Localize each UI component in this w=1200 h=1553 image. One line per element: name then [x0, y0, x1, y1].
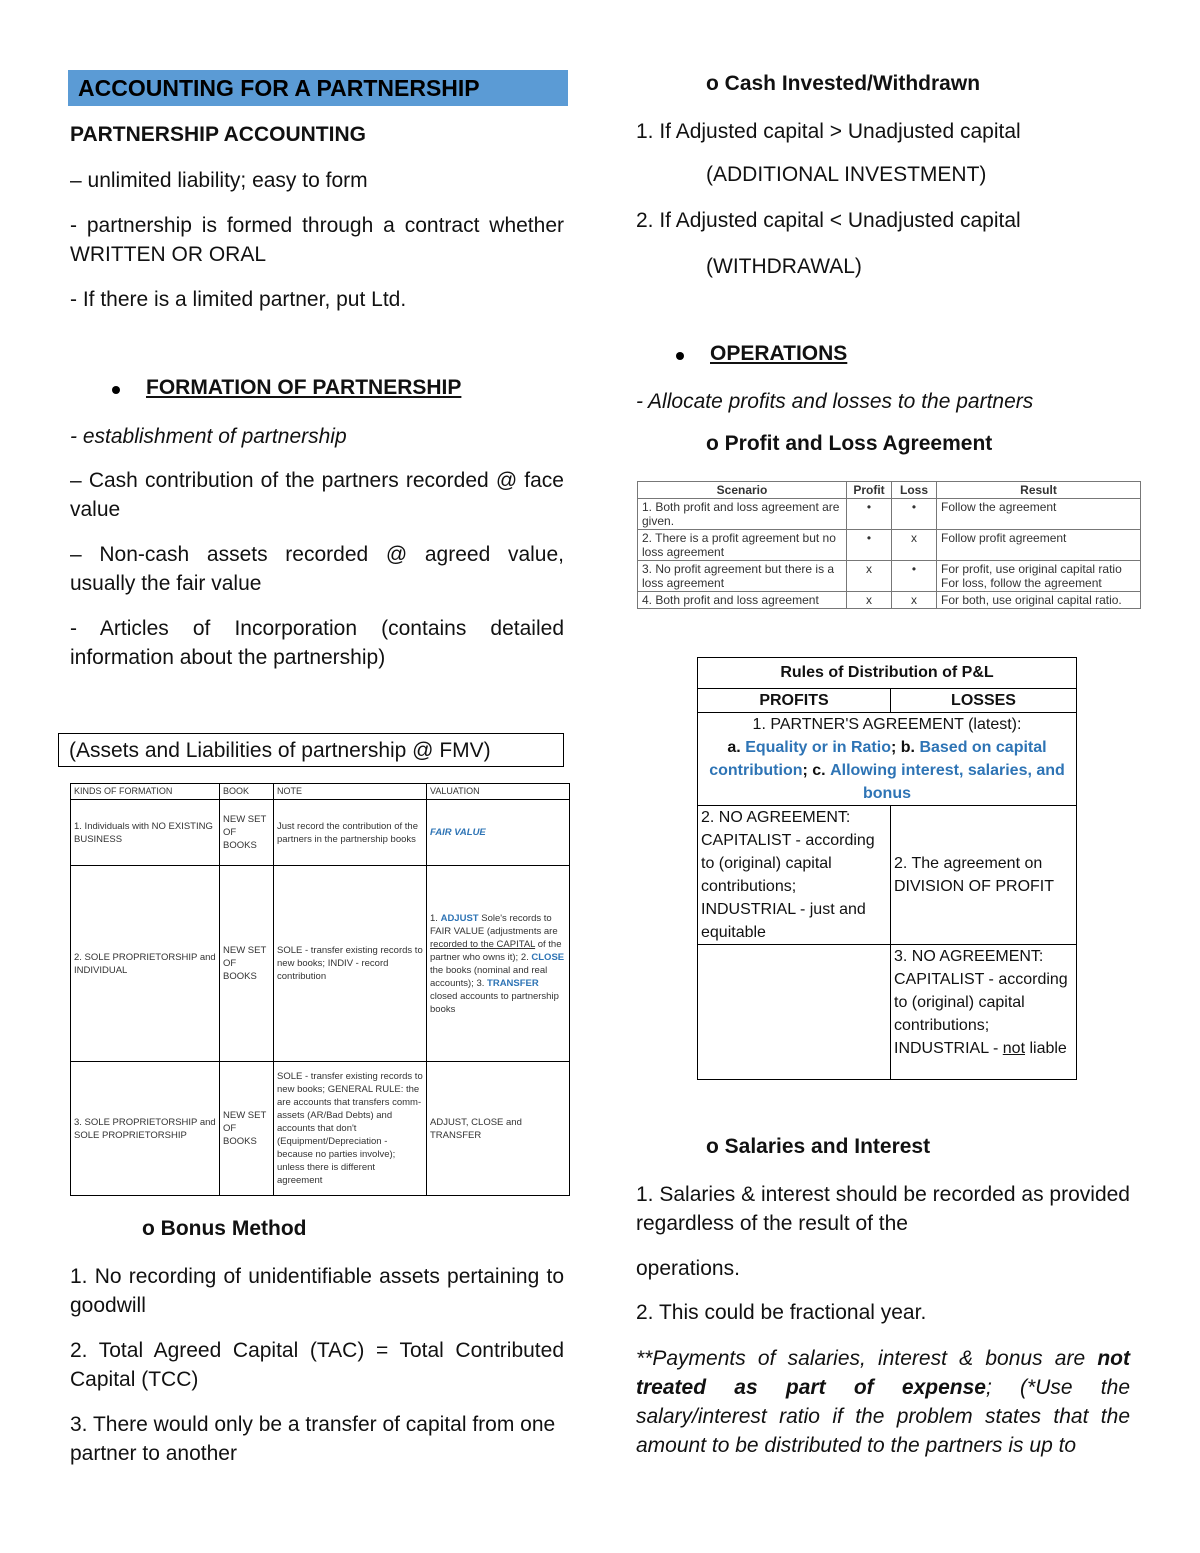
table-cell: For both, use original capital ratio. — [937, 592, 1141, 609]
table-cell: x — [892, 530, 937, 561]
bonus-heading: o Bonus Method — [142, 1217, 307, 1240]
bullet-icon — [676, 352, 684, 360]
cash-line: (WITHDRAWAL) — [706, 255, 862, 278]
salaries-line: operations. — [636, 1257, 740, 1280]
intro-line: - If there is a limited partner, put Ltd. — [70, 288, 407, 311]
section-subtitle: PARTNERSHIP ACCOUNTING — [70, 123, 366, 146]
table-row — [71, 1062, 570, 1196]
table-cell: NEW SET OF BOOKS — [220, 800, 274, 866]
table-header: VALUATION — [427, 784, 570, 800]
kinds-of-formation-table — [70, 783, 570, 1196]
profit-loss-agreement-table — [637, 481, 1141, 609]
table-row — [698, 806, 1077, 945]
table-header: KINDS OF FORMATION — [71, 784, 220, 800]
table-header: Loss — [892, 482, 937, 499]
table-cell: 4. Both profit and loss agreement — [638, 592, 847, 609]
table-cell: SOLE - transfer existing records to new books; INDIV - record contribution — [274, 866, 427, 1062]
rules-of-distribution-table — [697, 657, 1077, 1080]
transfer-keyword: TRANSFER — [487, 977, 539, 989]
table-cell: • — [892, 499, 937, 530]
table-cell: • — [847, 499, 892, 530]
formation-heading: FORMATION OF PARTNERSHIP — [112, 376, 461, 400]
table-row — [638, 561, 1141, 592]
table-cell: SOLE - transfer existing records to new books; GENERAL RULE: the are accounts that transfers comm-assets (AR/Bad Debts) and accounts that don't (Equipment/Depreciation - because no parties involve); unless there is different agreement — [274, 1062, 427, 1196]
page-title: ACCOUNTING FOR A PARTNERSHIP — [68, 70, 568, 106]
bonus-line: 3. There would only be a transfer of capital from one partner to another — [70, 1413, 556, 1465]
operations-line: - Allocate profits and losses to the partners — [636, 390, 1034, 413]
table-cell: 1. Both profit and loss agreement are given. — [638, 499, 847, 530]
formation-line: – Non-cash assets recorded @ agreed value, usually the fair value — [70, 543, 564, 595]
table-row — [71, 866, 570, 1062]
table-cell: 3. SOLE PROPRIETORSHIP and SOLE PROPRIETORSHIP — [71, 1062, 220, 1196]
table-cell: ADJUST, CLOSE and TRANSFER — [427, 1062, 570, 1196]
salaries-line: 2. This could be fractional year. — [636, 1301, 927, 1324]
operations-heading: OPERATIONS — [676, 342, 847, 366]
table-cell: 2. SOLE PROPRIETORSHIP and INDIVIDUAL — [71, 866, 220, 1062]
table-cell: 1. ADJUST Sole's records to FAIR VALUE (adjustments are recorded to the CAPITAL of the partner who owns it); 2. CLOSE the books (nominal and real accounts); 3. TRANSFER closed accounts to partnership books — [427, 866, 570, 1062]
table-cell: • — [892, 561, 937, 592]
table-row — [698, 945, 1077, 1080]
table-cell: • — [847, 530, 892, 561]
table-cell — [427, 800, 570, 866]
formation-line: – Cash contribution of the partners recorded @ face value — [70, 469, 564, 521]
salaries-note: **Payments of salaries, interest & bonus are not treated as part of expense; (*Use the salary/interest ratio if the problem states that the amount to be distributed to the partners is up to — [636, 1347, 1130, 1457]
table-cell: 1. Individuals with NO EXISTING BUSINESS — [71, 800, 220, 866]
fmv-note-box: (Assets and Liabilities of partnership @ FMV) — [58, 733, 564, 767]
bullet-icon — [112, 386, 120, 394]
table-cell: x — [847, 561, 892, 592]
table-row — [638, 499, 1141, 530]
close-keyword: CLOSE — [531, 951, 565, 963]
table-cell: Just record the contribution of the partners in the partnership books — [274, 800, 427, 866]
cash-heading: o Cash Invested/Withdrawn — [706, 72, 981, 95]
table-cell: Follow profit agreement — [937, 530, 1141, 561]
cash-line: 2. If Adjusted capital < Unadjusted capital — [636, 209, 1021, 232]
table-cell: 2. The agreement on DIVISION OF PROFIT — [891, 806, 1077, 945]
fair-value-label: FAIR VALUE — [430, 827, 486, 838]
table-header: Scenario — [638, 482, 847, 499]
table-header: NOTE — [274, 784, 427, 800]
table-header: LOSSES — [891, 689, 1077, 713]
intro-line: - partnership is formed through a contract whether WRITTEN OR ORAL — [70, 214, 564, 266]
salaries-line: 1. Salaries & interest should be recorded as provided regardless of the result of the — [636, 1183, 1130, 1235]
table-row — [638, 592, 1141, 609]
table-cell: x — [892, 592, 937, 609]
table-title: Rules of Distribution of P&L — [698, 658, 1077, 689]
table-cell: 1. PARTNER'S AGREEMENT (latest): a. Equality or in Ratio; b. Based on capital contribution; c. Allowing interest, salaries, and bonus — [698, 713, 1077, 806]
table-cell: NEW SET OF BOOKS — [220, 866, 274, 1062]
table-header: PROFITS — [698, 689, 891, 713]
table-row — [698, 713, 1077, 806]
cash-line: 1. If Adjusted capital > Unadjusted capital — [636, 120, 1021, 143]
table-cell: 3. NO AGREEMENT: CAPITALIST - according to (original) capital contributions; INDUSTRIAL - not liable — [891, 945, 1077, 1080]
table-cell: NEW SET OF BOOKS — [220, 1062, 274, 1196]
pl-agreement-heading: o Profit and Loss Agreement — [706, 432, 993, 455]
intro-line: – unlimited liability; easy to form — [70, 169, 368, 192]
table-header: BOOK — [220, 784, 274, 800]
table-cell: x — [847, 592, 892, 609]
table-cell — [698, 945, 891, 1080]
table-cell: 2. There is a profit agreement but no loss agreement — [638, 530, 847, 561]
adjust-keyword: ADJUST — [440, 912, 479, 924]
formation-line: - establishment of partnership — [70, 425, 347, 448]
table-row — [71, 800, 570, 866]
bonus-line: 1. No recording of unidentifiable assets pertaining to goodwill — [70, 1265, 564, 1317]
cash-line: (ADDITIONAL INVESTMENT) — [706, 163, 987, 186]
table-cell: 3. No profit agreement but there is a loss agreement — [638, 561, 847, 592]
salaries-heading: o Salaries and Interest — [706, 1135, 931, 1158]
table-cell: Follow the agreement — [937, 499, 1141, 530]
table-row — [638, 530, 1141, 561]
table-header: Result — [937, 482, 1141, 499]
formation-line: - Articles of Incorporation (contains detailed information about the partnership) — [70, 617, 564, 669]
table-header: Profit — [847, 482, 892, 499]
table-cell: 2. NO AGREEMENT: CAPITALIST - according to (original) capital contributions; INDUSTRIAL - just and equitable — [698, 806, 891, 945]
bonus-line: 2. Total Agreed Capital (TAC) = Total Contributed Capital (TCC) — [70, 1339, 564, 1391]
table-cell: For profit, use original capital ratio For loss, follow the agreement — [937, 561, 1141, 592]
